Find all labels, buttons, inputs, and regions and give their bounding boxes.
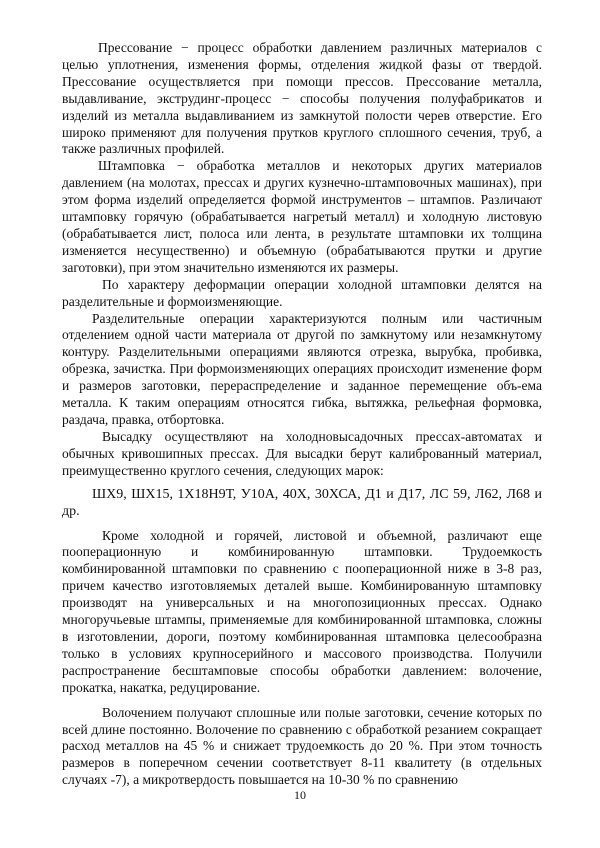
text-body [62,40,542,789]
paragraph-separating-operations: Разделительные операции характеризуются полным или частичным отделением одной части материала от другой по замкнутому или незамкнутому контуру. Разделительными операциями являются отрезка, вырубка, пробивка, обрезка, зачистка. При формоизменяющих операциях происходит изменение форм и размеров заготовки, перераспределение и заданное перемещение объ-ема металла. К таким операциям относятся гибка, вытяжка, рельефная формовка, раздача, правка, отбортовка. [62,310,542,427]
paragraph-upsetting: Высадку осуществляют на холодновысадочных прессах-автоматах и обычных кривошипных прессах. Для высадки берут калиброванный материал, преимущественно круглого сечения, следующих марок: [62,428,542,478]
page-number: 10 [294,788,306,802]
paragraph-drawing: Волочением получают сплошные или полые заготовки, сечение которых по всей длине постоянно. Волочение по сравнению с обработкой резанием сокращает расход металлов на 45 % и снижает трудоемкость до 20 %. При этом точность размеров в поперечном сечении соответствует 8-11 квалитету (в отдельных случаях -7), а микротвердость повышается на 10-30 % по сравнению [62,704,542,788]
paragraph-combined-stamping: Кроме холодной и горячей, листовой и объемной, различают еще пооперационную и комбинированную штамповки. Трудоемкость комбинированной штамповки по сравнению с пооперационной ниже в 3-8 раз, причем качество изготовляемых деталей выше. Комбинированную штамповку производят на универсальных и на многопозиционных прессах. Однако многоручьевые штампы, применяемые для комбинированной штамповка, сложны в изготовлении, дороги, поэтому комбинированная штамповка целесообразна только в условиях крупносерийного и массового производства. Получили распространение бесштамповые способы обработки давлением: волочение, прокатка, накатка, редуцирование. [62,527,542,695]
paragraph-deformation-types: По характеру деформации операции холодной штамповки делятся на разделительные и формоизменяющие. [62,276,542,309]
paragraph-stamping: Штамповка − обработка металлов и некоторых других материалов давлением (на молотах, прессах и других кузнечно-штамповочных машинах), при этом форма изделий определяется формой инструментов – штампов. Различают штамповку горячую (обрабатывается нагретый металл) и холодную листовую (обрабатывается лист, полоса или лента, в результате штамповки их толщина изменяется несущественно) и объемную (обрабатываются прутки и другие заготовки), при этом значительно изменяются их размеры. [62,158,542,275]
paragraph-material-grades: ШХ9, ШХ15, 1Х18Н9Т, У10А, 40Х, 30ХСА, Д1 и Д17, ЛС 59, Л62, Л68 и др. [62,486,542,519]
paragraph-pressing: Прессование − процесс обработки давлением различных материалов с целью уплотнения, изменения формы, отделения жидкой фазы от твердой. Прессование осуществляется при помощи прессов. Прессование металла, выдавливание, экструдинг-процесс − способы получения полуфабрикатов и изделий из металла выдавливанием из замкнутой полости черев отверстие. Его широко применяют для получения прутков круглого сплошного сечения, труб, а также различных профилей. [62,40,542,157]
